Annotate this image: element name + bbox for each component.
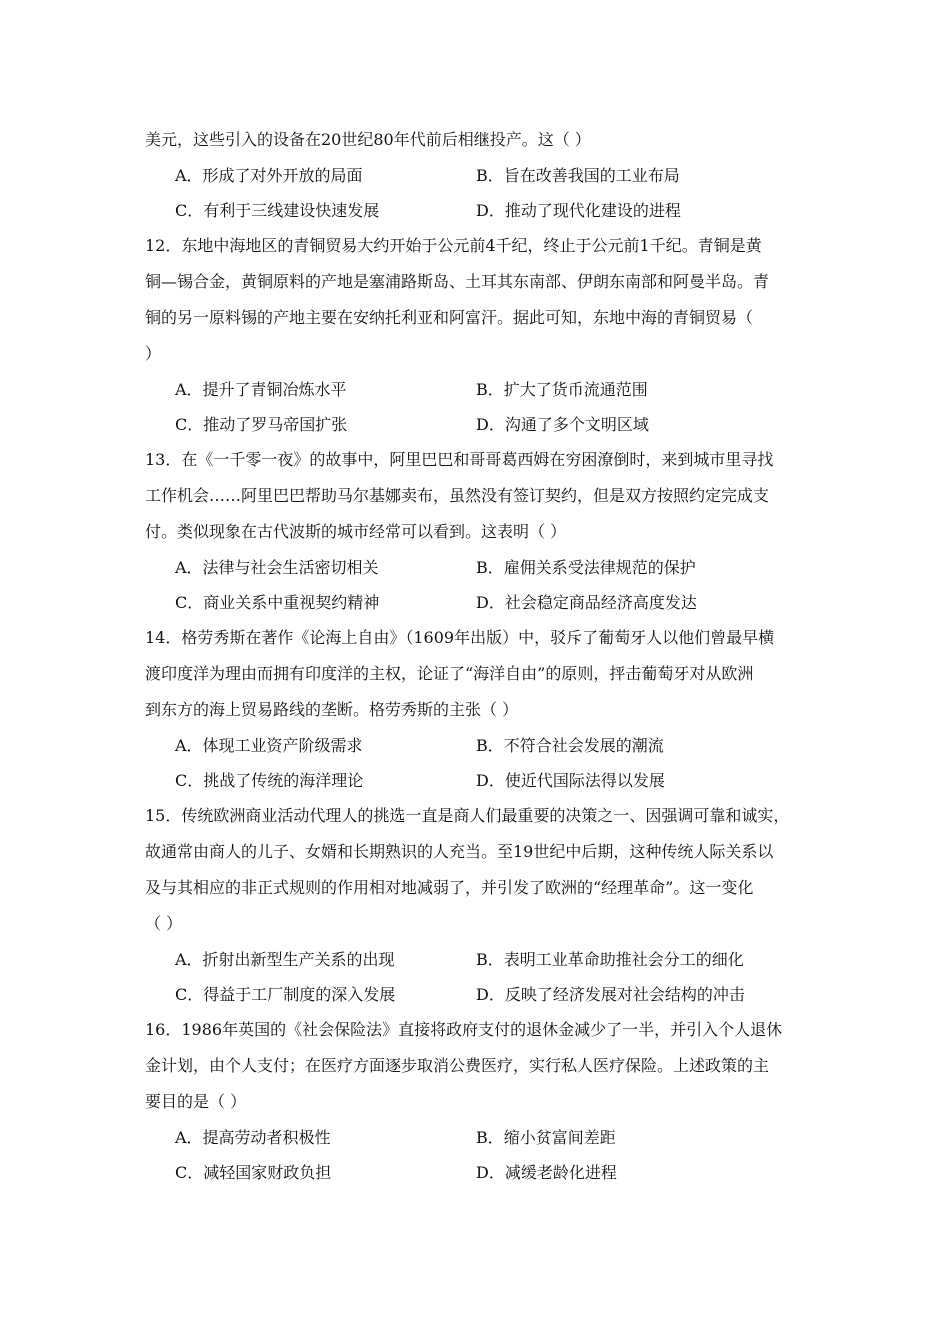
option-row bbox=[145, 193, 805, 228]
option-a: A．体现工业资产阶级需求 bbox=[175, 736, 363, 755]
question-11 bbox=[145, 122, 805, 228]
question-stem-line: 美元，这些引入的设备在20世纪80年代前后相继投产。这（ ） bbox=[145, 130, 591, 149]
option-c: C．得益于工厂制度的深入发展 bbox=[175, 985, 396, 1004]
option-row bbox=[145, 728, 805, 763]
question-stem-line: 铜—锡合金，黄铜原料的产地是塞浦路斯岛、土耳其东南部、伊朗东南部和阿曼半岛。青 bbox=[145, 272, 770, 291]
exam-page bbox=[145, 122, 805, 1190]
option-d: D．社会稳定商品经济高度发达 bbox=[476, 593, 697, 612]
option-a: A．提升了青铜冶炼水平 bbox=[175, 380, 347, 399]
question-stem-line: 16．1986年英国的《社会保险法》直接将政府支付的退休金减少了一半，并引入个人退休 bbox=[145, 1020, 783, 1039]
question-stem-line: ） bbox=[145, 344, 162, 363]
question-stem-line: 13．在《一千零一夜》的故事中，阿里巴巴和哥哥葛西姆在穷困潦倒时，来到城市里寻找 bbox=[145, 450, 774, 469]
option-c: C．推动了罗马帝国扩张 bbox=[175, 415, 348, 434]
question-stem-line: 工作机会……阿里巴巴帮助马尔基娜卖布，虽然没有签订契约，但是双方按照约定完成支 bbox=[145, 486, 770, 505]
question-stem-line: 付。类似现象在古代波斯的城市经常可以看到。这表明（ ） bbox=[145, 522, 567, 541]
question-14 bbox=[145, 620, 805, 798]
question-stem-line: 故通常由商人的儿子、女婿和长期熟识的人充当。至19世纪中后期，这种传统人际关系以 bbox=[145, 842, 774, 861]
option-c: C．有利于三线建设快速发展 bbox=[175, 201, 380, 220]
option-d: D．推动了现代化建设的进程 bbox=[476, 201, 681, 220]
question-stem-line: 渡印度洋为理由而拥有印度洋的主权，论证了“海洋自由”的原则，抨击葡萄牙对从欧洲 bbox=[145, 664, 754, 683]
question-12 bbox=[145, 228, 805, 442]
question-stem-line: 到东方的海上贸易路线的垄断。格劳秀斯的主张（ ） bbox=[145, 700, 519, 719]
option-c: C．挑战了传统的海洋理论 bbox=[175, 771, 364, 790]
question-stem-line: 及与其相应的非正式规则的作用相对地减弱了，并引发了欧洲的“经理革命”。这一变化 bbox=[145, 878, 754, 897]
option-d: D．沟通了多个文明区域 bbox=[476, 415, 649, 434]
option-b: B．缩小贫富间差距 bbox=[476, 1128, 616, 1147]
option-row bbox=[145, 977, 805, 1012]
option-row bbox=[145, 372, 805, 407]
option-row bbox=[145, 1120, 805, 1155]
option-d: D．减缓老龄化进程 bbox=[476, 1163, 617, 1182]
option-row bbox=[145, 550, 805, 585]
question-stem-line: 14．格劳秀斯在著作《论海上自由》（1609年出版）中，驳斥了葡萄牙人以他们曾最早横 bbox=[145, 628, 775, 647]
question-13 bbox=[145, 442, 805, 620]
option-row bbox=[145, 158, 805, 193]
option-c: C．商业关系中重视契约精神 bbox=[175, 593, 380, 612]
option-row bbox=[145, 1155, 805, 1190]
question-stem-line: 12．东地中海地区的青铜贸易大约开始于公元前4千纪，终止于公元前1千纪。青铜是黄 bbox=[145, 236, 762, 255]
option-d: D．反映了经济发展对社会结构的冲击 bbox=[476, 985, 745, 1004]
option-a: A．折射出新型生产关系的出现 bbox=[175, 950, 395, 969]
option-row bbox=[145, 407, 805, 442]
option-c: C．减轻国家财政负担 bbox=[175, 1163, 332, 1182]
option-b: B．不符合社会发展的潮流 bbox=[476, 736, 664, 755]
question-stem-line: 铜的另一原料锡的产地主要在安纳托利亚和阿富汗。据此可知，东地中海的青铜贸易（ bbox=[145, 308, 754, 327]
question-stem-line: 要目的是（ ） bbox=[145, 1092, 247, 1111]
option-b: B．表明工业革命助推社会分工的细化 bbox=[476, 950, 744, 969]
option-row bbox=[145, 585, 805, 620]
option-row bbox=[145, 942, 805, 977]
option-b: B．旨在改善我国的工业布局 bbox=[476, 166, 680, 185]
option-a: A．法律与社会生活密切相关 bbox=[175, 558, 379, 577]
question-15 bbox=[145, 798, 805, 1012]
option-a: A．提高劳动者积极性 bbox=[175, 1128, 331, 1147]
option-a: A．形成了对外开放的局面 bbox=[175, 166, 363, 185]
question-16 bbox=[145, 1012, 805, 1190]
option-d: D．使近代国际法得以发展 bbox=[476, 771, 665, 790]
option-row bbox=[145, 763, 805, 798]
option-b: B．扩大了货币流通范围 bbox=[476, 380, 648, 399]
question-stem-line: （ ） bbox=[145, 914, 183, 933]
question-stem-line: 15．传统欧洲商业活动代理人的挑选一直是商人们最重要的决策之一、因强调可靠和诚实， bbox=[145, 806, 790, 825]
option-b: B．雇佣关系受法律规范的保护 bbox=[476, 558, 696, 577]
question-stem-line: 金计划，由个人支付；在医疗方面逐步取消公费医疗，实行私人医疗保险。上述政策的主 bbox=[145, 1056, 770, 1075]
